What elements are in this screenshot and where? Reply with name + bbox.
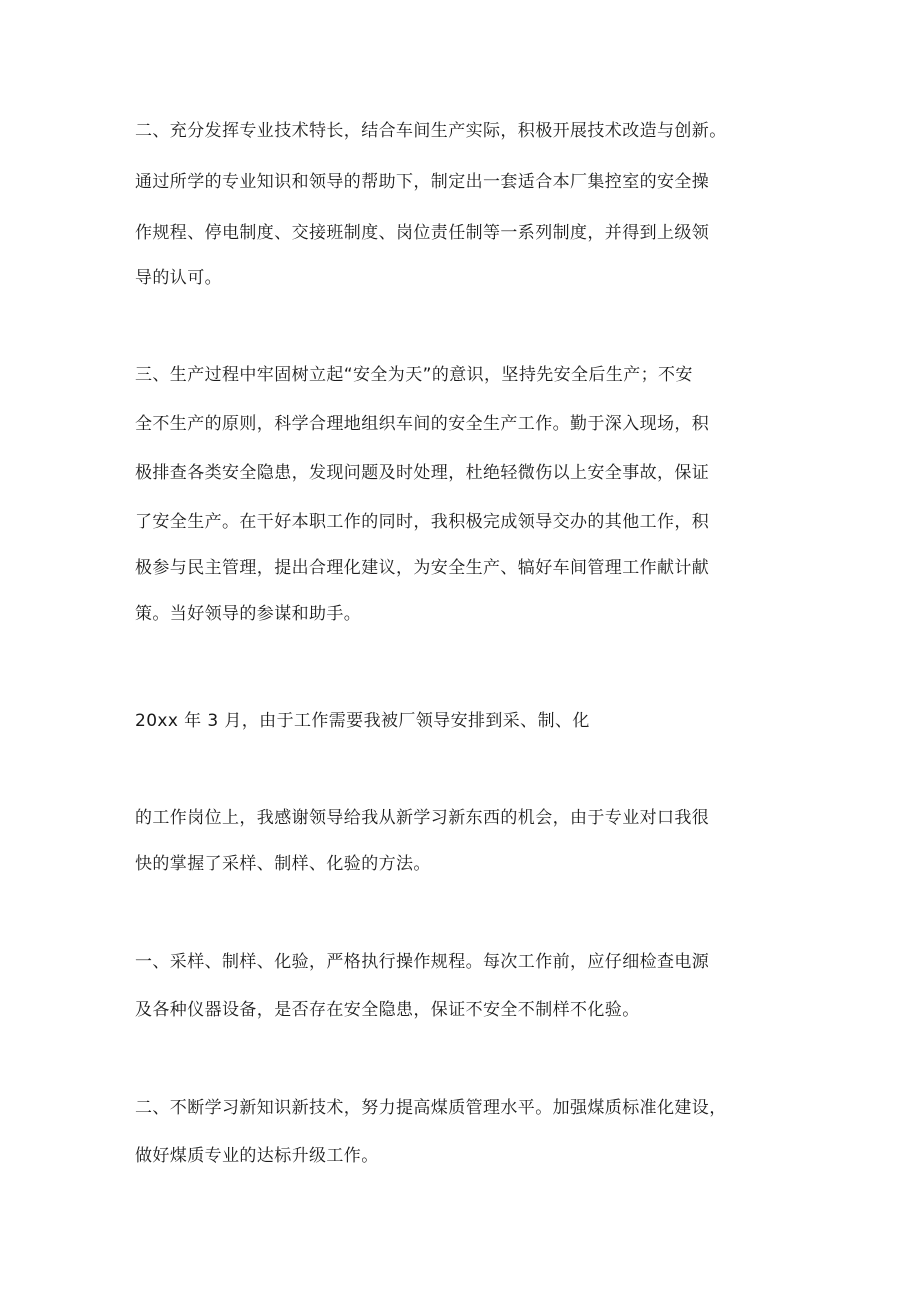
- paragraph-2-line-1: 三、生产过程中牢固树立起“安全为天”的意识，坚持先安全后生产；不安: [135, 365, 693, 385]
- paragraph-4-line-1: 的工作岗位上，我感谢领导给我从新学习新东西的机会，由于专业对口我很: [135, 808, 710, 828]
- paragraph-1-line-2: 通过所学的专业知识和领导的帮助下，制定出一套适合本厂集控室的安全操: [135, 172, 710, 192]
- paragraph-1-line-4: 导的认可。: [135, 268, 222, 288]
- paragraph-5-line-2: 及各种仪器设备，是否存在安全隐患，保证不安全不制样不化验。: [135, 1000, 640, 1020]
- paragraph-2-line-4: 了安全生产。在干好本职工作的同时，我积极完成领导交办的其他工作，积: [135, 512, 710, 532]
- paragraph-2-line-2: 全不生产的原则，科学合理地组织车间的安全生产工作。勤于深入现场，积: [135, 414, 710, 434]
- paragraph-6-line-2: 做好煤质专业的达标升级工作。: [135, 1146, 379, 1166]
- paragraph-2-line-5: 极参与民主管理，提出合理化建议，为安全生产、犒好车间管理工作献计献: [135, 558, 710, 578]
- paragraph-2-line-6: 策。当好领导的参谋和助手。: [135, 604, 362, 624]
- paragraph-2-line-3: 极排查各类安全隐患，发现问题及时处理，杜绝轻微伤以上安全事故，保证: [135, 463, 710, 483]
- paragraph-5-line-1: 一、采样、制样、化验，严格执行操作规程。每次工作前，应仔细检查电源: [135, 952, 710, 972]
- paragraph-4-line-2: 快的掌握了采样、制样、化验的方法。: [135, 854, 431, 874]
- paragraph-3-line-1: 20xx 年 3 月，由于工作需要我被厂领导安排到采、制、化: [135, 711, 590, 731]
- paragraph-1-line-1: 二、充分发挥专业技术特长，结合车间生产实际，积极开展技术改造与创新。: [135, 121, 727, 141]
- paragraph-6-line-1: 二、不断学习新知识新技术，努力提高煤质管理水平。加强煤质标准化建设，: [135, 1098, 727, 1118]
- paragraph-1-line-3: 作规程、停电制度、交接班制度、岗位责任制等一系列制度，并得到上级领: [135, 223, 710, 243]
